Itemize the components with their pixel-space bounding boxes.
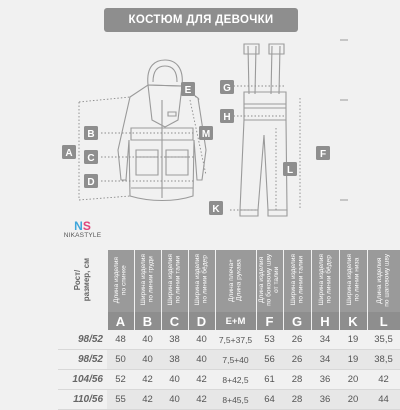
col-letter: E+M bbox=[215, 312, 256, 330]
table-cell: 61 bbox=[256, 370, 283, 390]
table-cell: 40 bbox=[188, 350, 215, 370]
table-cell: 42 bbox=[367, 370, 400, 390]
header-line: Длина рукава bbox=[235, 259, 243, 301]
label-g: G bbox=[223, 83, 231, 94]
table-cell: 40 bbox=[161, 370, 188, 390]
header-line: Ширина изделия bbox=[167, 254, 174, 306]
table-cell: 35,5 bbox=[367, 330, 400, 350]
table-cell: 40 bbox=[134, 350, 161, 370]
size-cell: 104/56 bbox=[58, 370, 107, 390]
table-cell: 20 bbox=[339, 390, 367, 410]
jacket-drawing bbox=[118, 60, 206, 201]
table-cell: 26 bbox=[283, 350, 311, 370]
table-cell: 42 bbox=[134, 390, 161, 410]
label-d: D bbox=[87, 177, 95, 188]
table-cell: 34 bbox=[311, 350, 339, 370]
label-k: K bbox=[212, 204, 220, 215]
table-cell: 36 bbox=[311, 390, 339, 410]
table-cell: 28 bbox=[283, 370, 311, 390]
header-line: Ширина изделия bbox=[289, 254, 297, 306]
header-line: по шаговому шву bbox=[383, 253, 391, 307]
label-c: C bbox=[87, 153, 95, 164]
header-line: по линии бёдер bbox=[325, 255, 332, 305]
col-letter: B bbox=[134, 312, 161, 330]
brand-mark-right: S bbox=[82, 219, 91, 233]
table-cell: 20 bbox=[339, 370, 367, 390]
table-cell: 38 bbox=[161, 330, 188, 350]
col-letter: L bbox=[367, 312, 400, 330]
header-line: по линии бёдер bbox=[201, 255, 209, 305]
col-header-b bbox=[134, 250, 161, 312]
table-cell: 40 bbox=[188, 330, 215, 350]
table-cell: 56 bbox=[256, 350, 283, 370]
table-cell: 64 bbox=[256, 390, 283, 410]
brand-name: NIKASTYLE bbox=[63, 232, 102, 239]
table-row bbox=[58, 370, 400, 390]
header-line: по линии талии bbox=[174, 256, 182, 304]
col-header-em bbox=[215, 250, 256, 312]
col-header-g bbox=[283, 250, 311, 312]
table-cell: 55 bbox=[107, 390, 134, 410]
table-cell: 19 bbox=[339, 330, 367, 350]
label-l: L bbox=[286, 165, 294, 176]
header-line: по линии талии bbox=[297, 256, 304, 304]
brand-logo bbox=[60, 220, 105, 239]
size-cell: 98/52 bbox=[58, 330, 107, 350]
table-cell: 42 bbox=[134, 370, 161, 390]
header-line: по линии низа bbox=[353, 258, 360, 302]
label-b: B bbox=[87, 129, 95, 140]
size-cell: 98/52 bbox=[58, 350, 107, 370]
label-m: M bbox=[201, 129, 211, 140]
col-letter: H bbox=[311, 312, 339, 330]
table-cell: 38,5 bbox=[367, 350, 400, 370]
table-cell: 48 bbox=[107, 330, 134, 350]
table-cell: 42 bbox=[188, 370, 215, 390]
col-header-f bbox=[256, 250, 283, 312]
brand-mark-left: N bbox=[74, 219, 83, 233]
size-table bbox=[58, 250, 400, 410]
col-header-d bbox=[188, 250, 215, 312]
col-letter: F bbox=[256, 312, 283, 330]
col-letter: G bbox=[283, 312, 311, 330]
table-cell: 52 bbox=[107, 370, 134, 390]
letter-spacer bbox=[58, 312, 107, 330]
table-cell: 19 bbox=[339, 350, 367, 370]
table-cell: 40 bbox=[134, 330, 161, 350]
col-header-l bbox=[367, 250, 400, 312]
header-line: по спинке bbox=[120, 265, 128, 295]
table-cell: 7,5+37,5 bbox=[215, 330, 256, 350]
header-line: от талии bbox=[273, 266, 281, 294]
col-letter: K bbox=[339, 312, 367, 330]
col-letter: D bbox=[188, 312, 215, 330]
table-cell: 28 bbox=[283, 390, 311, 410]
table-cell: 36 bbox=[311, 370, 339, 390]
table-cell: 50 bbox=[107, 350, 134, 370]
label-a: A bbox=[65, 148, 73, 159]
corner-line: Рост/ bbox=[73, 269, 83, 291]
table-cell: 34 bbox=[311, 330, 339, 350]
brand-logo-mark bbox=[60, 220, 105, 232]
size-cell: 110/56 bbox=[58, 390, 107, 410]
header-line: Ширина изделия bbox=[345, 254, 353, 306]
table-row bbox=[58, 350, 400, 370]
label-e: E bbox=[184, 85, 192, 96]
header-line: Ширина изделия bbox=[317, 254, 325, 306]
corner-line: размер, см bbox=[82, 258, 92, 302]
page-title: КОСТЮМ ДЛЯ ДЕВОЧКИ bbox=[104, 8, 298, 32]
header-line: по боковому шву bbox=[265, 254, 273, 306]
table-cell: 26 bbox=[283, 330, 311, 350]
label-h: H bbox=[223, 112, 231, 123]
col-header-h bbox=[311, 250, 339, 312]
header-line: Ширина изделия bbox=[194, 254, 201, 306]
table-cell: 53 bbox=[256, 330, 283, 350]
table-row bbox=[58, 330, 400, 350]
header-line: Ширина изделия bbox=[140, 254, 147, 306]
table-cell: 8+42,5 bbox=[215, 370, 256, 390]
header-line: Длина изделия bbox=[113, 256, 120, 304]
table-cell: 7,5+40 bbox=[215, 350, 256, 370]
header-line: Длина изделия bbox=[376, 256, 384, 304]
col-header-k bbox=[339, 250, 367, 312]
header-line: Длина изделия bbox=[258, 256, 266, 304]
table-cell: 8+45,5 bbox=[215, 390, 256, 410]
col-header-a bbox=[107, 250, 134, 312]
table-cell: 38 bbox=[161, 350, 188, 370]
table-cell: 40 bbox=[161, 390, 188, 410]
table-cell: 44 bbox=[367, 390, 400, 410]
corner-header bbox=[58, 250, 107, 312]
col-letter: A bbox=[107, 312, 134, 330]
overalls-drawing bbox=[240, 44, 287, 216]
header-line: Длина плеча+ bbox=[228, 258, 235, 302]
col-letter: C bbox=[161, 312, 188, 330]
col-header-c bbox=[161, 250, 188, 312]
label-f: F bbox=[319, 149, 327, 160]
table-cell: 42 bbox=[188, 390, 215, 410]
header-line: по линии груди bbox=[147, 256, 155, 304]
